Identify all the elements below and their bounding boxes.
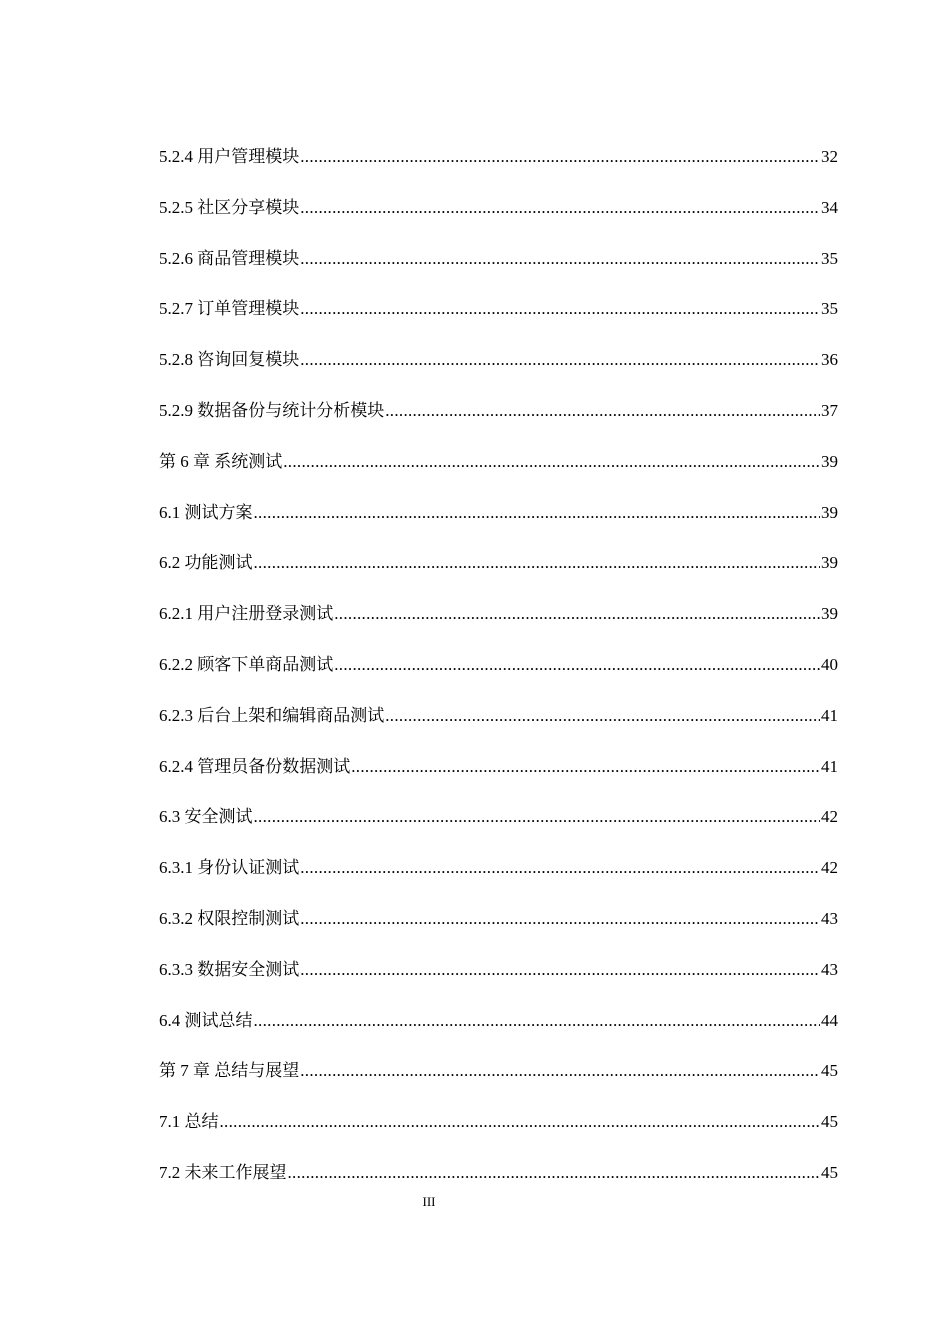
dot-leader [334,650,820,680]
toc-entry-title: 5.2.9 数据备份与统计分析模块 [159,400,385,420]
page-number: III [422,1194,436,1209]
toc-entry-title: 6.3 安全测试 [159,807,253,827]
dot-leader [288,1158,821,1188]
dot-leader [385,701,820,731]
toc-entry-title: 5.2.7 订单管理模块 [159,299,300,319]
dot-leader [254,498,821,528]
dot-leader [300,853,820,883]
dot-leader [300,955,820,985]
dot-leader [254,802,821,832]
toc-entry[interactable] [159,802,838,853]
toc-entry[interactable] [159,244,838,295]
dot-leader [334,599,820,629]
toc-entry-title: 第 7 章 总结与展望 [159,1061,300,1081]
toc-entry-page: 39 [821,502,838,522]
toc-entry-page: 35 [821,248,838,268]
toc-entry-title: 6.2.4 管理员备份数据测试 [159,756,351,776]
toc-entry[interactable] [159,294,838,345]
dot-leader [283,447,820,477]
toc-entry-page: 39 [821,604,838,624]
toc-entry[interactable] [159,853,838,904]
toc-entry[interactable] [159,752,838,803]
toc-entry[interactable] [159,548,838,599]
toc-entry-title: 第 6 章 系统测试 [159,451,283,471]
table-of-contents [159,142,838,1209]
dot-leader [300,193,820,223]
toc-entry-page: 39 [821,451,838,471]
toc-entry-page: 45 [821,1061,838,1081]
toc-entry-title: 6.4 测试总结 [159,1010,253,1030]
toc-entry-page: 39 [821,553,838,573]
toc-entry-title: 6.3.3 数据安全测试 [159,959,300,979]
dot-leader [300,294,820,324]
dot-leader [300,904,820,934]
toc-entry-page: 35 [821,299,838,319]
toc-entry[interactable] [159,1006,838,1057]
toc-entry-title: 7.1 总结 [159,1112,219,1132]
toc-entry-page: 40 [821,654,838,674]
dot-leader [220,1107,821,1137]
toc-entry[interactable] [159,599,838,650]
toc-entry-page: 45 [821,1112,838,1132]
toc-entry-title: 6.2.1 用户注册登录测试 [159,604,334,624]
toc-entry-title: 6.2 功能测试 [159,553,253,573]
toc-entry-title: 5.2.6 商品管理模块 [159,248,300,268]
toc-entry-title: 7.2 未来工作展望 [159,1162,287,1182]
toc-entry-title: 6.3.1 身份认证测试 [159,858,300,878]
toc-entry[interactable] [159,447,838,498]
toc-entry[interactable] [159,904,838,955]
dot-leader [300,142,820,172]
toc-entry[interactable] [159,955,838,1006]
toc-entry-page: 43 [821,908,838,928]
dot-leader [300,345,820,375]
toc-entry[interactable] [159,396,838,447]
toc-entry-page: 42 [821,858,838,878]
toc-entry-page: 41 [821,705,838,725]
toc-entry-page: 43 [821,959,838,979]
toc-entry-title: 6.2.2 顾客下单商品测试 [159,654,334,674]
toc-entry[interactable] [159,345,838,396]
toc-entry-title: 6.2.3 后台上架和编辑商品测试 [159,705,385,725]
toc-entry-page: 32 [821,147,838,166]
dot-leader [254,548,821,578]
toc-entry[interactable] [159,701,838,752]
toc-entry-page: 37 [821,400,838,420]
toc-entry[interactable] [159,1056,838,1107]
toc-entry[interactable] [159,650,838,701]
toc-entry-title: 5.2.8 咨询回复模块 [159,350,300,370]
toc-entry-page: 45 [821,1162,838,1182]
dot-leader [300,244,820,274]
toc-entry-title: 6.3.2 权限控制测试 [159,908,300,928]
toc-entry-page: 42 [821,807,838,827]
dot-leader [254,1006,821,1036]
toc-entry-title: 5.2.4 用户管理模块 [159,147,300,166]
toc-entry[interactable] [159,193,838,244]
dot-leader [351,752,820,782]
dot-leader [385,396,820,426]
toc-entry-page: 41 [821,756,838,776]
toc-entry-title: 5.2.5 社区分享模块 [159,197,300,217]
toc-entry[interactable] [159,498,838,549]
toc-entry[interactable] [159,142,838,193]
toc-entry-page: 36 [821,350,838,370]
toc-entry[interactable] [159,1107,838,1158]
dot-leader [300,1056,820,1086]
toc-entry-title: 6.1 测试方案 [159,502,253,522]
toc-entry-page: 44 [821,1010,838,1030]
toc-entry-page: 34 [821,197,838,217]
